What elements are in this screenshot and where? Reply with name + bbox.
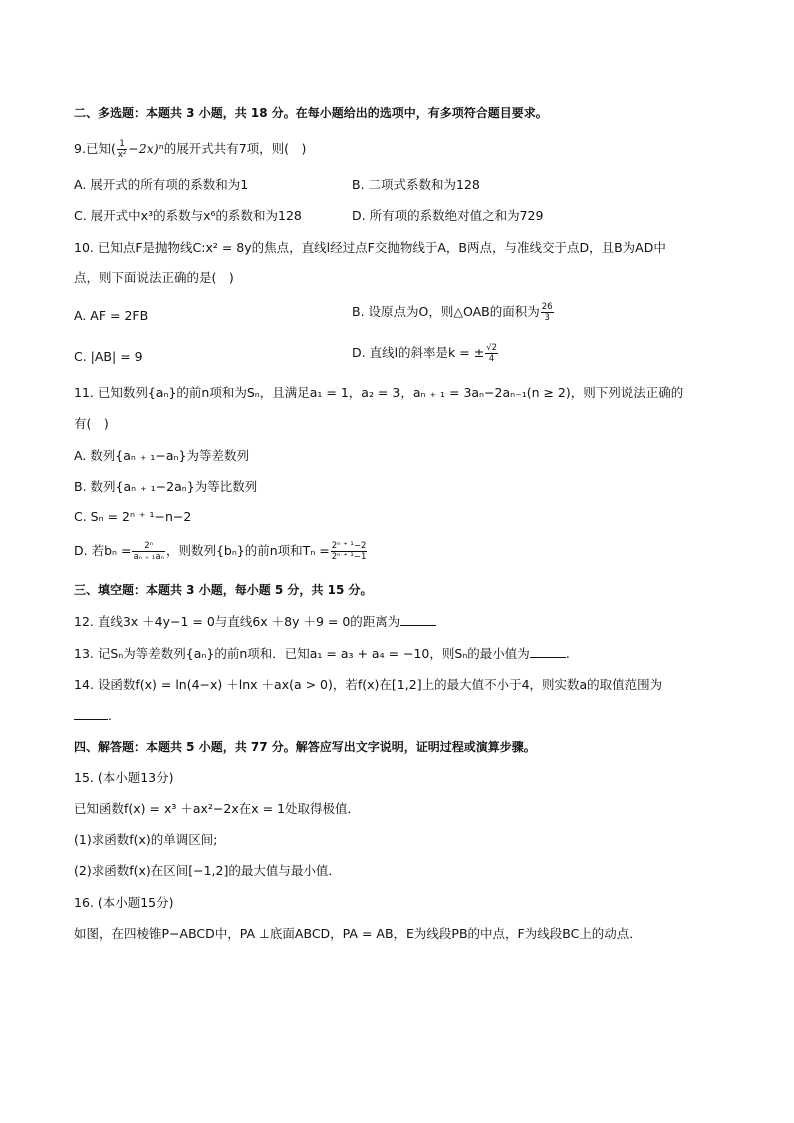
q10-option-b: B. 设原点为O，则△OAB的面积为 $\frac{26}{3}$ xyxy=(352,302,553,323)
fraction: $\frac{1}{\text{x²}}$ xyxy=(117,139,127,160)
question-11-line1: 11. 已知数列{aₙ}的前n项和为Sₙ，且满足a₁ = 1，a₂ = 3，aₙ ₊ ₁ = 3aₙ−2aₙ₋₁(n ≥ 2)，则下列说法正确的 xyxy=(74,385,684,400)
question-15-title: 15. (本小题13分) xyxy=(74,770,174,785)
question-15-stem: 已知函数f(x) = x³ ＋ax²−2x在x = 1处取得极值． xyxy=(74,801,361,816)
answer-blank[interactable] xyxy=(74,707,108,720)
q9-option-c: C. 展开式中x³的系数与x⁶的系数和为128 xyxy=(74,208,302,223)
fraction: $\frac{\text{2ⁿ}}{\text{aₙ ₊ ₁aₙ}}$ xyxy=(133,541,164,562)
question-16-stem: 如图，在四棱锥P−ABCD中，PA ⊥底面ABCD，PA = AB，E为线段PB的中点，F为线段BC上的动点． xyxy=(74,926,642,941)
answer-blank[interactable] xyxy=(530,645,566,658)
question-16-title: 16. (本小题15分) xyxy=(74,895,174,910)
question-13: 13. 记Sₙ为等差数列{aₙ}的前n项和．已知a₁ = a₃ + a₄ = −10，则Sₙ的最小值为 . xyxy=(74,646,570,661)
question-15-part2: (2)求函数f(x)在区间[−1,2]的最大值与最小值． xyxy=(74,863,341,878)
section-heading-multiple-choice: 二、多选题：本题共 3 小题，共 18 分。在每小题给出的选项中，有多项符合题目要求。 xyxy=(74,106,548,120)
q10-option-d: D. 直线l的斜率是k = ± $\frac{√2}{4}$ xyxy=(352,343,498,364)
question-11-line2: 有( ) xyxy=(74,416,109,431)
q9-option-d: D. 所有项的系数绝对值之和为729 xyxy=(352,208,544,223)
answer-blank[interactable] xyxy=(400,613,436,626)
fraction: $\frac{26}{3}$ xyxy=(541,302,553,323)
q10-option-c: C. |AB| = 9 xyxy=(74,349,143,364)
section-heading-fill-in: 三、填空题：本题共 3 小题，每小题 5 分，共 15 分。 xyxy=(74,583,373,597)
q11-option-c: C. Sₙ = 2ⁿ ⁺ ¹−n−2 xyxy=(74,509,192,524)
q11-option-b: B. 数列{aₙ ₊ ₁−2aₙ}为等比数列 xyxy=(74,479,258,494)
question-14-line2: . xyxy=(74,707,112,724)
q11-option-a: A. 数列{aₙ ₊ ₁−aₙ}为等差数列 xyxy=(74,448,249,463)
q9-option-b: B. 二项式系数和为128 xyxy=(352,177,480,192)
question-10-line2: 点，则下面说法正确的是( ) xyxy=(74,270,234,285)
fraction: $\frac{√2}{4}$ xyxy=(486,343,498,364)
question-12: 12. 直线3x ＋4y−1 = 0与直线6x ＋8y ＋9 = 0的距离为 xyxy=(74,613,436,630)
question-10-line1: 10. 已知点F是抛物线C:x² = 8y的焦点，直线l经过点F交抛物线于A，B两点，与准线交于点D，且B为AD中 xyxy=(74,240,666,255)
section-heading-solutions: 四、解答题：本题共 5 小题，共 77 分。解答应写出文字说明，证明过程或演算步骤。 xyxy=(74,740,536,754)
question-15-part1: (1)求函数f(x)的单调区间; xyxy=(74,832,218,847)
question-14-line1: 14. 设函数f(x) = ln(4−x) ＋lnx ＋ax(a > 0)，若f(x)在[1,2]上的最大值不小于4，则实数a的取值范围为 xyxy=(74,677,663,692)
q10-option-a: A. AF = 2FB xyxy=(74,308,149,323)
q9-option-a: A. 展开式的所有项的系数和为1 xyxy=(74,177,249,192)
q11-option-d: D. 若bₙ = $\frac{\text{2ⁿ}}{\text{aₙ ₊ ₁aₙ}}$ ，则数列{bₙ}的前n项和Tₙ = $\frac{\text{2ⁿ ⁺ ¹−2}}{\text{2ⁿ ⁺ ¹−1}}$ xyxy=(74,541,367,562)
fraction: $\frac{\text{2ⁿ ⁺ ¹−2}}{\text{2ⁿ ⁺ ¹−1}}$ xyxy=(331,541,367,562)
question-9-stem: 9.已知( $\frac{1}{\text{x²}}$ −2x)ⁿ的展开式共有7项，则( ) xyxy=(74,139,307,160)
